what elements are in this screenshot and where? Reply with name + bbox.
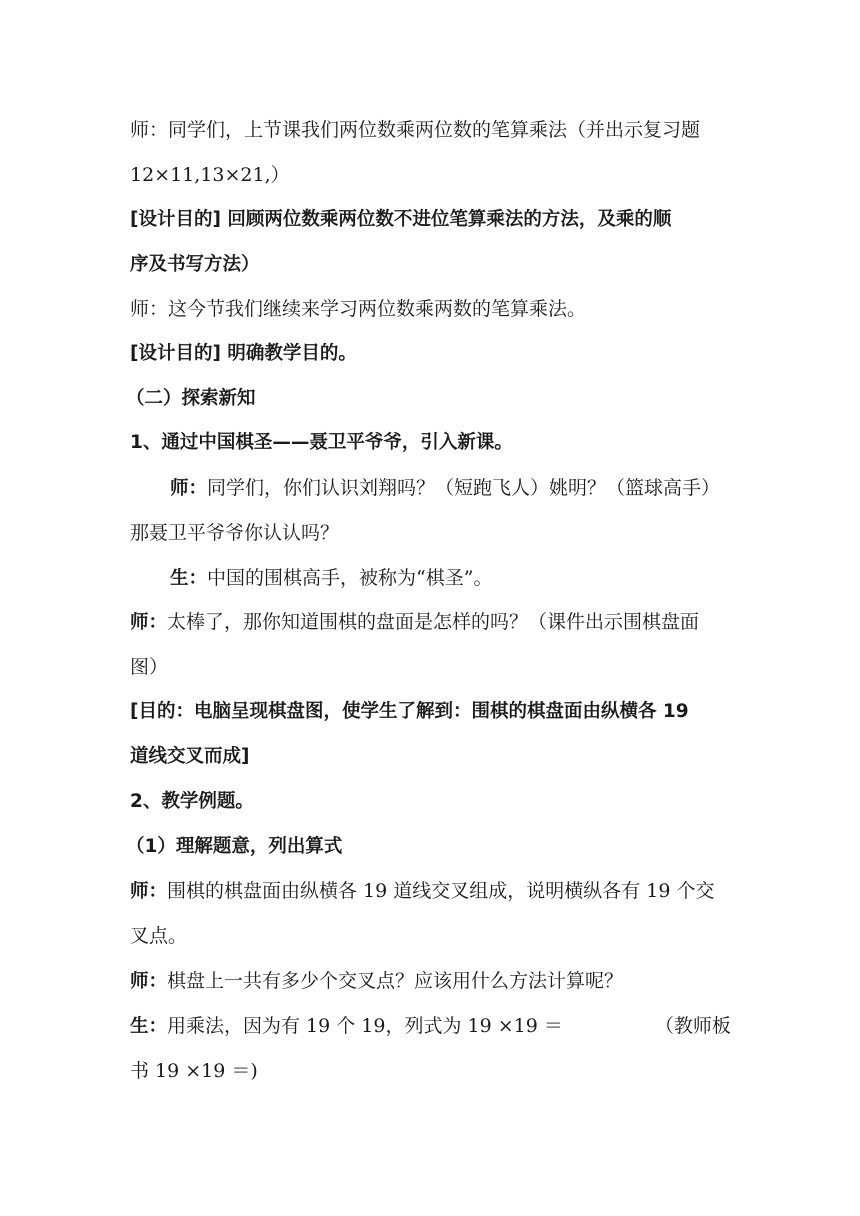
dialogue-teacher-2-cont: 图） bbox=[130, 656, 169, 678]
design-purpose-1-cont: 序及书写方法） bbox=[130, 254, 260, 275]
dialogue-student-1 bbox=[170, 566, 492, 591]
paragraph-teacher-intro: 师：这今节我们继续来学习两位数乘两数的笔算乘法。 bbox=[130, 298, 587, 320]
dialogue-text: 中国的围棋高手，被称为“棋圣”。 bbox=[207, 567, 493, 589]
dialogue-teacher-3-cont: 叉点。 bbox=[130, 925, 188, 947]
design-purpose-2: [设计目的] 明确教学目的。 bbox=[130, 343, 357, 364]
dialogue-text-tail: （教师板 bbox=[654, 1015, 731, 1037]
dialogue-teacher-2 bbox=[130, 610, 699, 635]
step-2-heading: 2、教学例题。 bbox=[130, 791, 254, 812]
dialogue-teacher-3 bbox=[130, 879, 715, 904]
dialogue-student-2-cont: 书 19 ×19 ＝) bbox=[130, 1060, 258, 1082]
speaker-label: 师： bbox=[130, 881, 168, 902]
paragraph-teacher-review: 师：同学们，上节课我们两位数乘两位数的笔算乘法（并出示复习题 bbox=[130, 119, 701, 141]
section-heading-explore: （二）探索新知 bbox=[126, 388, 256, 409]
speaker-label: 师： bbox=[130, 612, 168, 633]
dialogue-text: 同学们，你们认识刘翔吗？（短跑飞人）姚明？（篮球高手） bbox=[207, 477, 721, 499]
dialogue-text: 太棒了，那你知道围棋的盘面是怎样的吗？（课件出示围棋盘面 bbox=[167, 611, 700, 633]
purpose-note-cont: 道线交叉而成] bbox=[130, 746, 250, 767]
step-1-heading: 1、通过中国棋圣——聂卫平爷爷，引入新课。 bbox=[130, 432, 513, 453]
design-purpose-1: [设计目的] 回顾两位数乘两位数不进位笔算乘法的方法，及乘的顺 bbox=[130, 209, 672, 230]
substep-1-heading: （1）理解题意，列出算式 bbox=[126, 836, 343, 857]
speaker-label: 生： bbox=[130, 1016, 168, 1037]
speaker-label: 生： bbox=[170, 568, 208, 589]
dialogue-text: 用乘法，因为有 19 个 19，列式为 19 ×19 ＝ bbox=[167, 1015, 563, 1037]
speaker-label: 师： bbox=[170, 478, 208, 499]
speaker-label: 师： bbox=[130, 971, 168, 992]
dialogue-teacher-1 bbox=[170, 476, 720, 501]
dialogue-student-2 bbox=[130, 1014, 731, 1039]
paragraph-review-problems: 12×11,13×21,） bbox=[130, 164, 290, 186]
dialogue-teacher-1-cont: 那聂卫平爷爷你认认吗？ bbox=[130, 522, 340, 544]
dialogue-text: 围棋的棋盘面由纵横各 19 道线交叉组成，说明横纵各有 19 个交 bbox=[167, 880, 715, 902]
dialogue-teacher-4 bbox=[130, 969, 623, 994]
dialogue-text: 棋盘上一共有多少个交叉点？应该用什么方法计算呢？ bbox=[167, 970, 624, 992]
purpose-note: [目的：电脑呈现棋盘图，使学生了解到：围棋的棋盘面由纵横各 19 bbox=[130, 701, 689, 722]
